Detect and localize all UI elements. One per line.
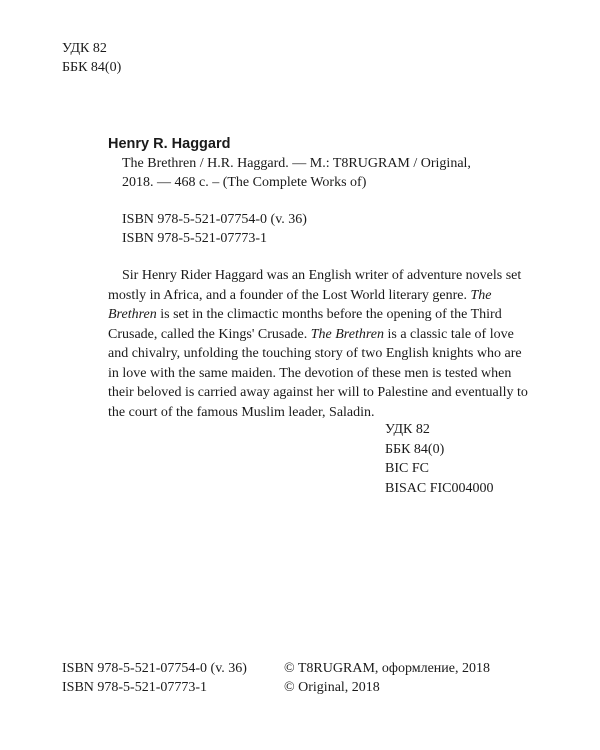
author-heading: Henry R. Haggard xyxy=(108,136,231,152)
footer xyxy=(62,659,490,697)
bbk-code: ББК 84(0) xyxy=(385,441,445,457)
isbn-volume: ISBN 978-5-521-07754-0 (v. 36) xyxy=(122,212,307,227)
footer-row xyxy=(62,678,490,697)
bibliographic-entry xyxy=(122,154,528,192)
udk-code: УДК 82 xyxy=(62,41,107,56)
annotation-text-1: Sir Henry Rider Haggard was an English writer of adventure novels set mostly in Africa, and a founder of the Lost World literary genre. xyxy=(108,268,522,303)
bibliographic-record xyxy=(108,135,528,422)
copyright-original: © Original, 2018 xyxy=(284,680,380,695)
entry-line-1: The Brethren / H.R. Haggard. — M.: T8RUGRAM / Original, xyxy=(122,156,471,171)
annotation-paragraph xyxy=(108,266,528,422)
bbk-code: ББК 84(0) xyxy=(62,60,122,75)
book-title-italic: The Brethren xyxy=(108,287,492,322)
udk-code: УДК 82 xyxy=(385,422,430,437)
classification-right xyxy=(385,420,494,498)
annotation-text-3: is a classic tale of love and chivalry, unfolding the touching story of two English knights who are in love with the same maiden. The devotion of these men is tested when their beloved is carried away against her will to Palestine and eventually to the court of the famous Muslim leader, Saladin. xyxy=(108,326,528,420)
entry-line-2: 2018. — 468 c. – (The Complete Works of) xyxy=(122,175,367,190)
bic-code: BIC FC xyxy=(385,461,429,476)
footer-row xyxy=(62,659,490,678)
annotation-text-2: is set in the climactic months before the opening of the Third Crusade, called the Kings' Crusade. xyxy=(108,307,502,342)
copyright-publisher: © T8RUGRAM, оформление, 2018 xyxy=(284,661,491,676)
bisac-code: BISAC FIC004000 xyxy=(385,480,494,496)
classification-top xyxy=(62,39,121,77)
isbn-block xyxy=(122,210,528,248)
book-title-italic: The Brethren xyxy=(310,326,384,342)
footer-isbn-series: ISBN 978-5-521-07773-1 xyxy=(62,680,208,695)
isbn-series: ISBN 978-5-521-07773-1 xyxy=(122,231,268,246)
footer-isbn-volume: ISBN 978-5-521-07754-0 (v. 36) xyxy=(62,661,247,676)
